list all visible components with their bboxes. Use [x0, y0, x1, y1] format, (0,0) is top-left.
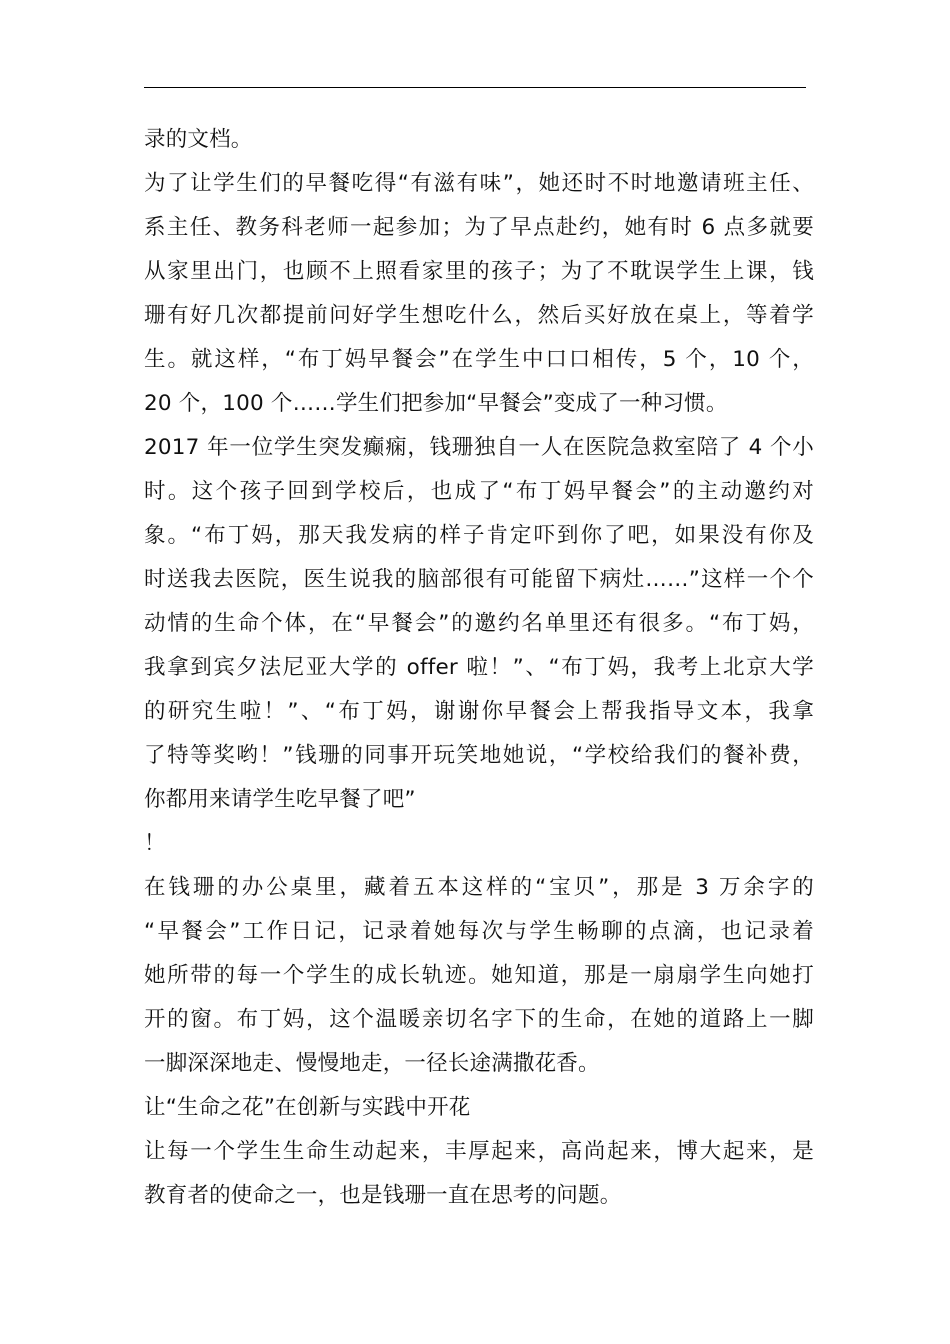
text-line: 从家里出门，也顾不上照看家里的孩子；为了不耽误学生上课，钱: [144, 259, 814, 284]
text-line: 你都用来请学生吃早餐了吧”: [144, 787, 416, 812]
text-line: ！: [144, 831, 166, 856]
text-line: 开的窗。布丁妈，这个温暖亲切名字下的生命，在她的道路上一脚: [144, 1007, 814, 1032]
text-line: 让每一个学生生命生动起来，丰厚起来，高尚起来，博大起来，是: [144, 1139, 814, 1164]
text-line: 的研究生啦！”、“布丁妈，谢谢你早餐会上帮我指导文本，我拿: [144, 699, 814, 724]
section-heading: 让“生命之花”在创新与实践中开花: [144, 1095, 471, 1120]
text-line: 我拿到宾夕法尼亚大学的 offer 啦！”、“布丁妈，我考上北京大学: [144, 655, 814, 680]
text-line: 录的文档。: [144, 127, 253, 152]
text-line: 一脚深深地走、慢慢地走，一径长途满撒花香。: [144, 1051, 600, 1076]
body-text: [144, 118, 814, 1218]
text-line: 教育者的使命之一，也是钱珊一直在思考的问题。: [144, 1183, 622, 1208]
text-line: 时送我去医院，医生说我的脑部很有可能留下病灶……”这样一个个: [144, 567, 814, 592]
text-line: 20 个，100 个……学生们把参加“早餐会”变成了一种习惯。: [144, 391, 728, 416]
text-line: 生。就这样，“布丁妈早餐会”在学生中口口相传，5 个，10 个，: [144, 347, 814, 372]
text-line: 她所带的每一个学生的成长轨迹。她知道，那是一扇扇学生向她打: [144, 963, 814, 988]
text-line: 了特等奖哟！”钱珊的同事开玩笑地她说，“学校给我们的餐补费，: [144, 743, 814, 768]
text-line: 时。这个孩子回到学校后，也成了“布丁妈早餐会”的主动邀约对: [144, 479, 814, 504]
text-line: 珊有好几次都提前问好学生想吃什么，然后买好放在桌上，等着学: [144, 303, 814, 328]
text-line: 为了让学生们的早餐吃得“有滋有味”，她还时不时地邀请班主任、: [144, 171, 814, 196]
text-line: “早餐会”工作日记，记录着她每次与学生畅聊的点滴，也记录着: [144, 919, 814, 944]
text-line: 象。“布丁妈，那天我发病的样子肯定吓到你了吧，如果没有你及: [144, 523, 814, 548]
text-line: 2017 年一位学生突发癫痫，钱珊独自一人在医院急救室陪了 4 个小: [144, 435, 814, 460]
text-line: 动情的生命个体，在“早餐会”的邀约名单里还有很多。“布丁妈，: [144, 611, 814, 636]
text-line: 系主任、教务科老师一起参加；为了早点赴约，她有时 6 点多就要: [144, 215, 814, 240]
header-rule: [144, 87, 806, 88]
text-line: 在钱珊的办公桌里，藏着五本这样的“宝贝”，那是 3 万余字的: [144, 875, 814, 900]
